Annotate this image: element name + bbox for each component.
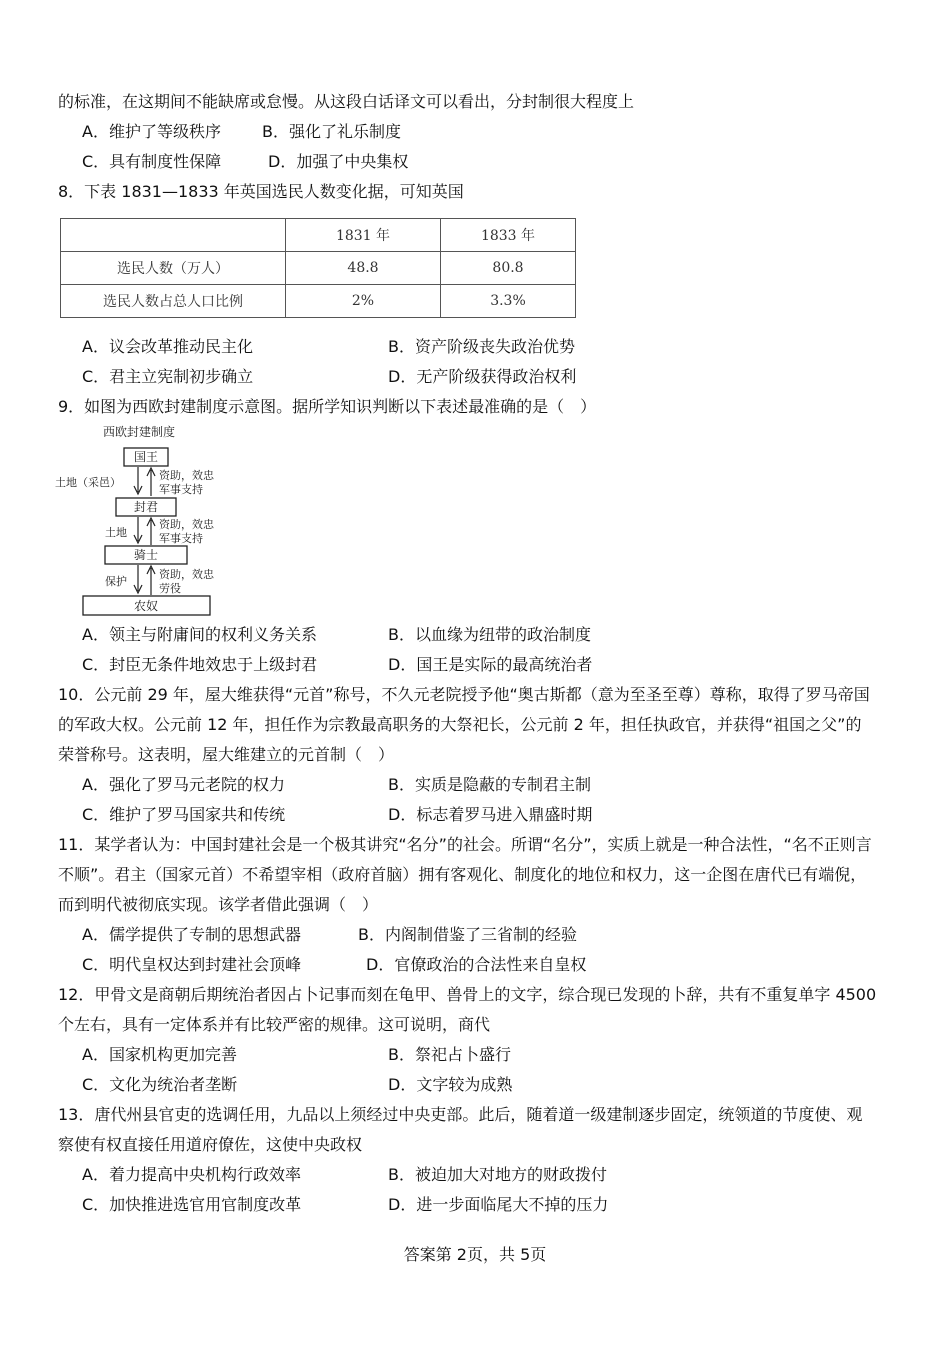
q12-option-a[interactable]: A．国家机构更加完善 (82, 1045, 237, 1064)
q10-stem-2: 的军政大权。公元前 12 年，担任作为宗教最高职务的大祭祀长，公元前 2 年，担任执政官，并获得“祖国之父”的 (58, 715, 862, 734)
table-row (61, 285, 576, 318)
q7-option-b[interactable]: B．强化了礼乐制度 (262, 122, 401, 141)
diagram-level-lord: 封君 (133, 500, 159, 514)
q11-stem-2: 不顺”。君主（国家元首）不希望宰相（政府首脑）拥有客观化、制度化的地位和权力，这一企图在唐代已有端倪， (58, 865, 867, 884)
q9-stem: 9．如图为西欧封建制度示意图。据所学知识判断以下表述最准确的是（ ） (58, 397, 597, 416)
q10-option-a[interactable]: A．强化了罗马元老院的权力 (82, 775, 285, 794)
q10-stem-3: 荣誉称号。这表明，屋大维建立的元首制（ ） (58, 745, 395, 764)
diagram-up-label-1a: 资助，效忠 (159, 469, 214, 482)
q12-option-d[interactable]: D．文字较为成熟 (388, 1075, 513, 1094)
q8-option-a[interactable]: A．议会改革推动民主化 (82, 337, 253, 356)
q9-option-c[interactable]: C．封臣无条件地效忠于上级封君 (82, 655, 318, 674)
q9-option-d[interactable]: D．国王是实际的最高统治者 (388, 655, 593, 674)
q10-option-d[interactable]: D．标志着罗马进入鼎盛时期 (388, 805, 593, 824)
q11-option-d[interactable]: D．官僚政治的合法性来自皇权 (366, 955, 587, 974)
table-cell: 选民人数占总人口比例 (61, 285, 286, 318)
q13-option-b[interactable]: B．被迫加大对地方的财政拨付 (388, 1165, 607, 1184)
q12-stem-2: 个左右，具有一定体系并有比较严密的规律。这可说明，商代 (58, 1015, 491, 1034)
q8-option-c[interactable]: C．君主立宪制初步确立 (82, 367, 254, 386)
diagram-up-label-1b: 军事支持 (159, 483, 203, 496)
table-row (61, 219, 576, 252)
q13-stem-2: 察使有权直接任用道府僚佐，这使中央政权 (58, 1135, 363, 1154)
diagram-up-label-3a: 资助，效忠 (159, 568, 214, 581)
q11-stem-1: 11．某学者认为：中国封建社会是一个极其讲究“名分”的社会。所谓“名分”，实质上就是一种合法性，“名不正则言 (58, 835, 872, 854)
q9-option-a[interactable]: A．领主与附庸间的权利义务关系 (82, 625, 317, 644)
q10-stem-1: 10．公元前 29 年，屋大维获得“元首”称号，不久元老院授予他“奥古斯都（意为至圣至尊）尊称，取得了罗马帝国 (58, 685, 870, 704)
table-cell: 3.3% (441, 285, 576, 318)
diagram-level-serf: 农奴 (133, 599, 159, 613)
q8-stem: 8．下表 1831—1833 年英国选民人数变化据，可知英国 (58, 182, 464, 201)
q11-option-b[interactable]: B．内阁制借鉴了三省制的经验 (358, 925, 577, 944)
q12-stem-1: 12．甲骨文是商朝后期统治者因占卜记事而刻在龟甲、兽骨上的文字，综合现已发现的卜辞，共有不重复单字 4500 (58, 985, 877, 1004)
page-footer: 答案第 2页，共 5页 (403, 1245, 547, 1264)
diagram-down-label-2: 土地 (105, 526, 127, 539)
table-row (61, 252, 576, 285)
diagram-down-label-1: 土地（采邑） (55, 476, 121, 489)
q9-option-b[interactable]: B．以血缘为纽带的政治制度 (388, 625, 591, 644)
q11-option-a[interactable]: A．儒学提供了专制的思想武器 (82, 925, 301, 944)
diagram-up-label-3b: 劳役 (159, 582, 181, 595)
table-cell: 1831 年 (286, 219, 441, 252)
up-arrow-icon (147, 518, 155, 545)
table-cell: 48.8 (286, 252, 441, 285)
table-cell: 2% (286, 285, 441, 318)
table-cell: 1833 年 (441, 219, 576, 252)
table-cell (61, 219, 286, 252)
q11-stem-3: 而到明代被彻底实现。该学者借此强调（ ） (58, 895, 379, 914)
diagram-up-label-2a: 资助，效忠 (159, 518, 214, 531)
q13-option-c[interactable]: C．加快推进选官用官制度改革 (82, 1195, 302, 1214)
q7-option-d[interactable]: D．加强了中央集权 (268, 152, 409, 171)
down-arrow-icon (134, 565, 142, 593)
q7-option-a[interactable]: A．维护了等级秩序 (82, 122, 221, 141)
diagram-level-knight: 骑士 (133, 548, 159, 562)
diagram-up-label-2b: 军事支持 (159, 532, 203, 545)
down-arrow-icon (134, 517, 142, 543)
down-arrow-icon (134, 467, 142, 494)
diagram-down-label-3: 保护 (105, 575, 127, 588)
q12-option-b[interactable]: B．祭祀占卜盛行 (388, 1045, 511, 1064)
diagram-title: 西欧封建制度 (103, 425, 176, 439)
up-arrow-icon (147, 468, 155, 496)
q10-option-b[interactable]: B．实质是隐蔽的专制君主制 (388, 775, 591, 794)
diagram-level-king: 国王 (133, 450, 159, 464)
q12-option-c[interactable]: C．文化为统治者垄断 (82, 1075, 238, 1094)
voter-table (60, 218, 576, 318)
q13-option-a[interactable]: A．着力提高中央机构行政效率 (82, 1165, 301, 1184)
q11-option-c[interactable]: C．明代皇权达到封建社会顶峰 (82, 955, 302, 974)
table-cell: 选民人数（万人） (61, 252, 286, 285)
q13-option-d[interactable]: D．进一步面临尾大不掉的压力 (388, 1195, 609, 1214)
table-cell: 80.8 (441, 252, 576, 285)
q8-option-b[interactable]: B．资产阶级丧失政治优势 (388, 337, 575, 356)
q10-option-c[interactable]: C．维护了罗马国家共和传统 (82, 805, 286, 824)
feudal-system-diagram (55, 422, 235, 618)
q8-option-d[interactable]: D．无产阶级获得政治权利 (388, 367, 577, 386)
q13-stem-1: 13．唐代州县官吏的选调任用，九品以上须经过中央吏部。此后，随着道一级建制逐步固定，统领道的节度使、观 (58, 1105, 863, 1124)
up-arrow-icon (147, 566, 155, 595)
q7-stem-tail: 的标准，在这期间不能缺席或怠慢。从这段白话译文可以看出，分封制很大程度上 (58, 92, 635, 111)
q7-option-c[interactable]: C．具有制度性保障 (82, 152, 222, 171)
